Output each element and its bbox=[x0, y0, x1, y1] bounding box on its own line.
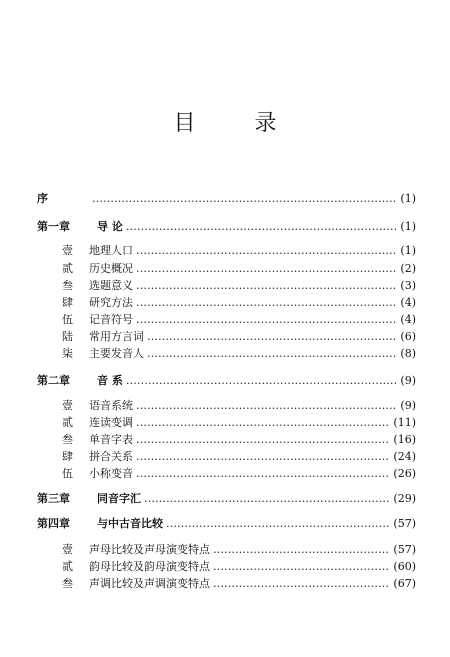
toc-entry-section[interactable] bbox=[0, 277, 450, 295]
dot-leader bbox=[147, 345, 397, 363]
toc-entry-section[interactable] bbox=[0, 397, 450, 415]
toc-entry-page: (1) bbox=[400, 244, 416, 257]
toc-entry-number: 贰 bbox=[62, 262, 73, 275]
toc-entry-page: (16) bbox=[393, 433, 416, 446]
toc-entry-label: 主要发音人 bbox=[89, 347, 144, 360]
dot-leader bbox=[136, 448, 390, 466]
toc-entry-label: 单音字表 bbox=[89, 433, 133, 446]
dot-leader bbox=[213, 575, 390, 593]
toc-entry-section[interactable] bbox=[0, 311, 450, 329]
page-title: 目 录 bbox=[173, 111, 303, 136]
toc-entry-number: 壹 bbox=[62, 244, 73, 257]
toc-entry-number: 肆 bbox=[62, 450, 73, 463]
dot-leader bbox=[136, 277, 397, 295]
toc-entry-label: 与中古音比较 bbox=[97, 517, 163, 530]
toc-entry-chapter-4[interactable] bbox=[0, 515, 450, 533]
toc-entry-page: (1) bbox=[400, 220, 416, 233]
toc-entry-number: 柒 bbox=[62, 347, 73, 360]
toc-entry-label: 音 系 bbox=[97, 374, 123, 387]
toc-entry-number: 贰 bbox=[62, 416, 73, 429]
toc-entry-page: (4) bbox=[400, 313, 416, 326]
toc-entry-number: 叁 bbox=[62, 577, 73, 590]
toc-entry-label: 地理人口 bbox=[89, 244, 133, 257]
toc-entry-label: 小称变音 bbox=[89, 467, 133, 480]
dot-leader bbox=[213, 558, 390, 576]
toc-entry-section[interactable] bbox=[0, 242, 450, 260]
toc-entry-label: 导 论 bbox=[97, 220, 123, 233]
dot-leader bbox=[136, 311, 397, 329]
toc-entry-number: 壹 bbox=[62, 543, 73, 556]
dot-leader bbox=[166, 515, 390, 533]
toc-entry-page: (29) bbox=[393, 492, 416, 505]
toc-entry-label: 同音字汇 bbox=[97, 492, 141, 505]
toc-entry-page: (26) bbox=[393, 467, 416, 480]
toc-entry-number: 叁 bbox=[62, 279, 73, 292]
toc-entry-section[interactable] bbox=[0, 345, 450, 363]
dot-leader bbox=[213, 541, 390, 559]
toc-entry-number: 叁 bbox=[62, 433, 73, 446]
toc-entry-number: 第四章 bbox=[37, 517, 70, 530]
toc-entry-section[interactable] bbox=[0, 328, 450, 346]
toc-entry-page: (67) bbox=[393, 577, 416, 590]
toc-entry-page: (1) bbox=[400, 192, 416, 205]
toc-entry-number: 肆 bbox=[62, 296, 73, 309]
toc-entry-section[interactable] bbox=[0, 448, 450, 466]
toc-entry-page: (3) bbox=[400, 279, 416, 292]
dot-leader bbox=[136, 397, 397, 415]
toc-entry-section[interactable] bbox=[0, 575, 450, 593]
dot-leader bbox=[126, 372, 398, 390]
toc-entry-number: 第二章 bbox=[37, 374, 70, 387]
toc-entry-chapter-2[interactable] bbox=[0, 372, 450, 390]
toc-entry-number: 壹 bbox=[62, 399, 73, 412]
toc-entry-page: (4) bbox=[400, 296, 416, 309]
toc-entry-page: (8) bbox=[400, 347, 416, 360]
toc-entry-page: (60) bbox=[393, 560, 416, 573]
toc-entry-page: (2) bbox=[400, 262, 416, 275]
toc-entry-label: 声调比较及声调演变特点 bbox=[89, 577, 210, 590]
toc-entry-label: 研究方法 bbox=[89, 296, 133, 309]
toc-entry-page: (57) bbox=[393, 517, 416, 530]
toc-entry-number: 第三章 bbox=[37, 492, 70, 505]
toc-entry-section[interactable] bbox=[0, 294, 450, 312]
toc-entry-number: 陆 bbox=[62, 330, 73, 343]
toc-entry-section[interactable] bbox=[0, 541, 450, 559]
toc-entry-label: 历史概况 bbox=[89, 262, 133, 275]
toc-entry-page: (24) bbox=[393, 450, 416, 463]
toc-entry-section[interactable] bbox=[0, 414, 450, 432]
toc-entry-page: (57) bbox=[393, 543, 416, 556]
dot-leader bbox=[147, 328, 397, 346]
toc-entry-page: (11) bbox=[393, 416, 416, 429]
dot-leader bbox=[136, 465, 390, 483]
toc-entry-preface[interactable] bbox=[0, 190, 450, 208]
toc-entry-chapter-1[interactable] bbox=[0, 218, 450, 236]
dot-leader bbox=[92, 190, 397, 208]
toc-entry-section[interactable] bbox=[0, 260, 450, 278]
toc-entry-label: 常用方言词 bbox=[89, 330, 144, 343]
dot-leader bbox=[136, 294, 397, 312]
dot-leader bbox=[126, 218, 398, 236]
toc-entry-number: 序 bbox=[37, 192, 48, 205]
dot-leader bbox=[136, 431, 390, 449]
dot-leader bbox=[136, 414, 390, 432]
toc-entry-label: 韵母比较及韵母演变特点 bbox=[89, 560, 210, 573]
toc-entry-section[interactable] bbox=[0, 465, 450, 483]
toc-entry-number: 伍 bbox=[62, 467, 73, 480]
dot-leader bbox=[136, 242, 397, 260]
toc-entry-label: 记音符号 bbox=[89, 313, 133, 326]
toc-entry-chapter-3[interactable] bbox=[0, 490, 450, 508]
toc-entry-section[interactable] bbox=[0, 558, 450, 576]
toc-entry-page: (6) bbox=[400, 330, 416, 343]
toc-entry-page: (9) bbox=[400, 374, 416, 387]
toc-entry-number: 贰 bbox=[62, 560, 73, 573]
toc-entry-number: 伍 bbox=[62, 313, 73, 326]
toc-entry-section[interactable] bbox=[0, 431, 450, 449]
toc-entry-label: 选题意义 bbox=[89, 279, 133, 292]
toc-entry-number: 第一章 bbox=[37, 220, 70, 233]
toc-entry-label: 声母比较及声母演变特点 bbox=[89, 543, 210, 556]
toc-entry-label: 连读变调 bbox=[89, 416, 133, 429]
dot-leader bbox=[136, 260, 397, 278]
toc-entry-label: 拼合关系 bbox=[89, 450, 133, 463]
dot-leader bbox=[144, 490, 390, 508]
toc-entry-page: (9) bbox=[400, 399, 416, 412]
toc-entry-label: 语音系统 bbox=[89, 399, 133, 412]
